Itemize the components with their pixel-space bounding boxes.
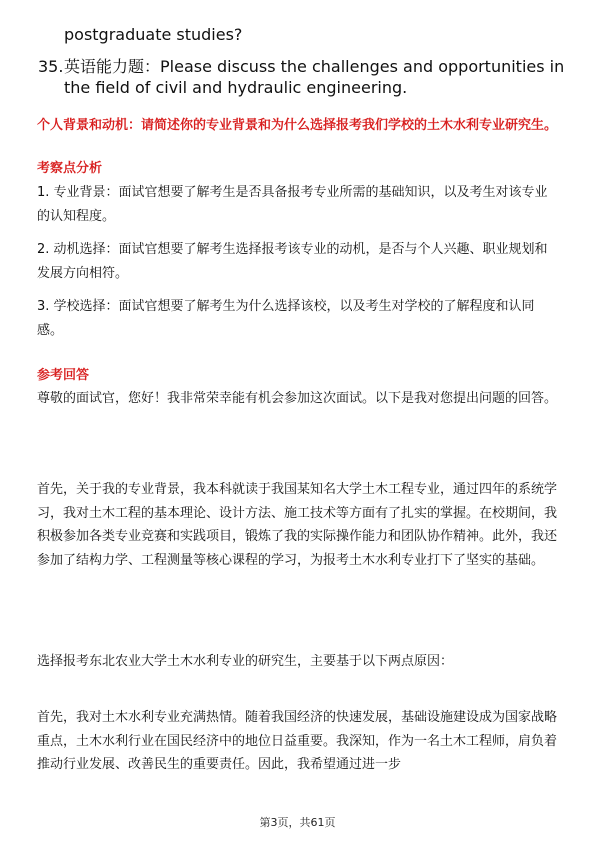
question-34-continuation: postgraduate studies? (64, 25, 243, 44)
page-number-footer: 第3页，共61页 (259, 816, 336, 829)
question-35 (38, 56, 568, 98)
question-35-number: 35. (38, 57, 64, 76)
analysis-item-2: 2. 动机选择：面试官想要了解考生选择报考该专业的动机，是否与个人兴趣、职业规划和发展方向相符。 (37, 242, 548, 281)
analysis-item-3: 3. 学校选择：面试官想要了解考生为什么选择该校，以及考生对学校的了解程度和认同感。 (37, 299, 535, 338)
analysis-heading: 考察点分析 (37, 161, 103, 176)
answer-heading: 参考回答 (37, 368, 90, 383)
answer-paragraph-2: 首先，关于我的专业背景，我本科就读于我国某知名大学土木工程专业，通过四年的系统学习，我对土木工程的基本理论、设计方法、施工技术等方面有了扎实的掌握。在校期间，我积极参加各类专业竞赛和实践项目，锻炼了我的实际操作能力和团队协作精神。此外，我还参加了结构力学、工程测量等核心课程的学习，为报考土木水利专业打下了坚实的基础。 (37, 482, 558, 568)
question-35-text: 英语能力题：Please discuss the challenges and opportunities in the field of civil and hydraulic engineering. (64, 57, 565, 97)
answer-paragraph-3: 选择报考东北农业大学土木水利专业的研究生，主要基于以下两点原因： (37, 654, 454, 669)
analysis-item-1: 1. 专业背景：面试官想要了解考生是否具备报考专业所需的基础知识，以及考生对该专业的认知程度。 (37, 185, 548, 224)
answer-paragraph-1: 尊敬的面试官，您好！我非常荣幸能有机会参加这次面试。以下是我对您提出问题的回答。 (37, 391, 558, 406)
answer-paragraph-4: 首先，我对土木水利专业充满热情。随着我国经济的快速发展，基础设施建设成为国家战略重点，土木水利行业在国民经济中的地位日益重要。我深知，作为一名土木工程师，肩负着推动行业发展、改善民生的重要责任。因此，我希望通过进一步 (37, 710, 558, 773)
topic-title: 个人背景和动机：请简述你的专业背景和为什么选择报考我们学校的土木水利专业研究生。 (37, 118, 558, 133)
